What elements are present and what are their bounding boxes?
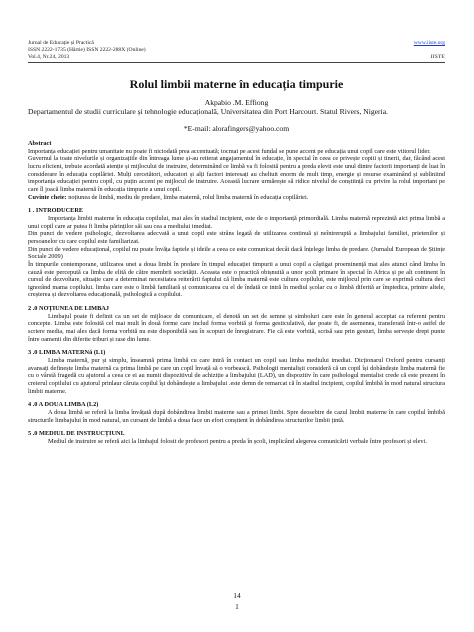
section-paragraph: Din punct de vedere psihologic, dezvoltarea adecvată a unui copil este strâns legată de utilizarea continuă și neîntreruptă a limbajului familiei, prietenilor și persoanelor cu care copilul este familiarizat.	[28, 230, 445, 245]
author-affiliation: Departamentul de studii curriculare și tehnologie educațională, Universitatea din Port Harcourt. Statul Rivers, Nigeria.	[28, 107, 388, 116]
section-paragraph: A doua limbă se referă la limba învățată după dobândirea limbii materne sau a primei limbi. Spre deosebire de cazul limbii materne în care copilul îmbibă structurile limbajului în mod natural, un cursant de limbă a doua face un efort conștient în dobândirea structurilor limbii țintă.	[28, 409, 445, 424]
section-paragraph: Importanța limbii materne în educația copilului, mai ales în stadiul incipient, este de o importanță primordială. Limba maternă reprezintă aici prima limbă a unui copil care ar putea fi limba părinților săi sau cea a mediului imediat.	[28, 214, 445, 230]
header-divider	[28, 62, 445, 63]
section-paragraph: Mediul de instruire se referă aici la limbajul folosit de profesori pentru a preda în școli, implicând alegerea comunicării verbale între profesori și elevi.	[48, 437, 427, 445]
section-paragraph: Limba maternă, pur și simplu, înseamnă prima limbă cu care intră în contact un copil sau limba mediului imediat. Dicționarul Oxford pentru cursanți avansați definește limba maternă ca prima limbă pe care un copil învață să o vorbească. Psihologii mentaliști consideră că un copil își dobândește limba maternă fie cu o vârstă fragedă cu ajutorul a ceea ce ei au numit dispozitivul de achiziție a limbajului (LAD), un dispozitiv în care psihologul mentalist crede că este prezent în creierul copilului cu ajutorul prinlaur căruia copilul își dobândește a limbajului .este demn de remarcat că în stadiul incipient, copilul îmbibă în mod natural structura limbii materne.	[28, 357, 445, 395]
abstract-heading: Abstract	[28, 140, 52, 147]
section-heading: 4 .0 A DOUA LIMBA (L2)	[28, 401, 99, 409]
journal-site	[414, 40, 445, 61]
section-paragraph: În timpurile contemporane, utilizarea unei a doua limbi în predare în timpul educației timpurii a unui copil a câștigat proeminență mai ales atunci când limba în cauză este percepută ca limba de elită de către membrii societății. Aceasta este o practică obișnuită a unor școli primare în special în Africa și pe alt continent în cursul de dezvoltare, situație care a determinat necesitatea reiterării faptului că limba maternă este cultura copilului, este mijlocul prin care se exprimă cultura deci ignorând mama copilului. limba care este o limbă familiară și comunicarea cu el de îndată ce intră în mediul școlar cu o limbă diferită ar împiedica, printre altele, creșterea și dezvoltarea educațională, psihologică a copilului.	[28, 260, 445, 299]
keywords-label: Cuvinte cheie:	[28, 193, 67, 201]
section-heading: 2 .0 NOȚIUNEA DE LIMBAJ	[28, 305, 109, 313]
paper-title: Rolul limbii materne în educația timpurie	[129, 77, 344, 91]
page-number: 14	[233, 591, 241, 600]
page-footer	[0, 590, 474, 612]
keywords	[28, 194, 445, 202]
paper-body	[28, 140, 445, 446]
keywords-text: noțiunea de limbă, mediu de predare, limba maternă, rolul limba maternă în educația copilăriei.	[68, 193, 309, 201]
journal-volume: Vol.4, Nr.24, 2013	[28, 54, 70, 60]
section-heading: 3 .0 LIMBA MATERNă (L1)	[28, 349, 106, 357]
abstract-paragraph: Importanța educației pentru umanitate nu poate fi niciodată prea accentuată; tocmai pe acest fundal se pune accent pe educația unui copil care este viitorul lider.	[28, 147, 431, 155]
abstract-paragraph: Guvernul la toate nivelurile și organizațiile din întreaga lume și-au reiterat angajamentul în educație, în special în ceea ce privește copiii și tinerii, dar, făcând acest lucru eficient, trebuie acordată atenție și mijlocului de instruire, determinând ce limbă va fi folosită pentru a preda elevii este unul dintre factorii importanți de luat în considerare în educația copilăriei. Mulți cercetători, educatori și alți factori interesați au cheltuit enorm de mult timp, energie și resurse examinând și subliniind importanța educației pentru copil, cu puțin accent pe mijlocul de instruire. Această lucrare urmărește să ridice nivelul de conștiință cu privire la rolul important pe care îl joacă limba maternă în educația timpurie a unui copil.	[28, 155, 445, 193]
author-email: *E-mail: alorafingers@yahoo.com	[183, 124, 290, 133]
section-heading: 5 .0 MEDIUL DE INSTRUCȚIUNI.	[28, 430, 125, 438]
section-paragraph: Din punct de vedere educațional, copilul nu poate învăța faptele și ideile a ceea ce este comunicat decât dacă înțelege limba de predare. (Jurnalul European de Științe Sociale 2009)	[28, 245, 445, 261]
journal-url-link[interactable]: www.iiste.org	[413, 40, 445, 46]
section-paragraph: Limbajul poate fi definit ca un set de mijloace de comunicare, el denotă un set de semne și simboluri care este în general acceptat ca referent pentru concepte. Limba este folosită cel mai mult în două forme care includ forma vorbită și forma gesticulativă, dar poate fi, de asemenea, transferată într-o astfel de scriere media, mai ales dacă forma vorbită nu este disponibilă sau în scopuri de înregistrare. Fie că este vorbită, scrisă sau prin gesturi, limba servește drept punte între oamenii din diferite triburi și rase din lume.	[28, 312, 445, 343]
iiste-logo: IISTE	[430, 54, 445, 60]
journal-name: Jurnal de Educație și Practică	[28, 40, 94, 46]
paper-author: Akpabio .M. Effiong	[204, 98, 269, 107]
sheet-number: 1	[235, 602, 239, 611]
journal-issn: ISSN 2222-1735 (Hârtie) ISSN 2222-288X (Online)	[28, 47, 146, 53]
journal-header	[28, 40, 146, 61]
section-heading: 1 . INTRODUCERE	[28, 207, 84, 215]
